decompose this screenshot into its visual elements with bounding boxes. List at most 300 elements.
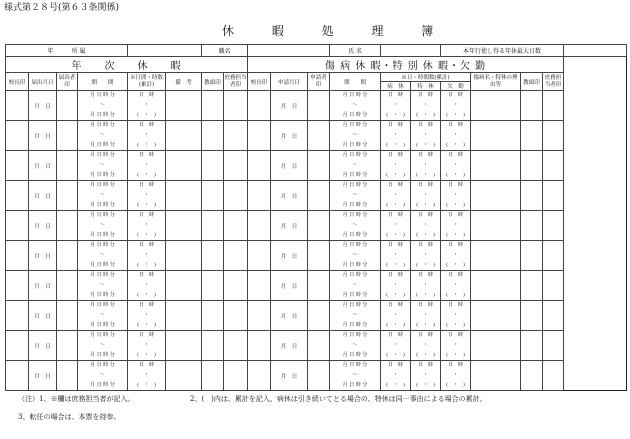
period-start: 月 日 時 分 (90, 182, 115, 188)
principal-seal-cell-right[interactable] (248, 301, 271, 331)
special-days-cell[interactable] (411, 331, 441, 361)
clerk-seal-cell-right[interactable] (543, 331, 564, 361)
apply-date-cell[interactable]: 月 日 (271, 301, 308, 331)
days-dot: ・ (144, 162, 150, 168)
col-submit-date: 届出月日 (29, 73, 57, 91)
note-3: 3、転任の場合は、本票を持参。 (18, 413, 121, 421)
header-name: 氏 名 (330, 45, 381, 57)
applicant-seal-cell[interactable] (308, 301, 330, 331)
days-dot: ・ (144, 372, 150, 378)
vp-seal-cell-right[interactable] (521, 361, 543, 391)
remarks-cell[interactable] (166, 331, 202, 361)
submitter-seal-cell[interactable] (57, 151, 78, 181)
days-dot: ・ (423, 222, 429, 228)
illness-reason-cell[interactable] (471, 361, 521, 391)
clerk-seal-cell-right[interactable] (543, 241, 564, 271)
period-sep: 〜 (100, 132, 106, 138)
days-hours: 日 時 (448, 212, 464, 218)
vp-seal-cell-right[interactable] (521, 91, 543, 121)
remarks-cell[interactable] (166, 241, 202, 271)
illness-reason-cell[interactable] (471, 151, 521, 181)
principal-seal-cell[interactable] (6, 91, 29, 121)
applicant-seal-cell[interactable] (308, 271, 330, 301)
period-cell[interactable] (78, 271, 128, 301)
absence-days-stack (441, 152, 470, 179)
sick-days-cell[interactable] (381, 181, 411, 211)
principal-seal-cell[interactable] (6, 361, 29, 391)
illness-reason-cell[interactable] (471, 271, 521, 301)
applicant-seal-cell[interactable] (308, 241, 330, 271)
clerk-seal-cell-right[interactable] (543, 301, 564, 331)
clerk-seal-cell[interactable] (224, 151, 248, 181)
period-cell-right[interactable] (330, 181, 381, 211)
days-hours-cell[interactable] (128, 211, 166, 241)
header-job-title: 職名 (202, 45, 248, 57)
principal-seal-cell-right[interactable] (248, 331, 271, 361)
header-job-title-value (248, 45, 330, 57)
submitter-seal-cell[interactable] (57, 181, 78, 211)
days-cumulative: ( ・ ) (416, 232, 435, 238)
apply-date-cell[interactable]: 月 日 (271, 211, 308, 241)
absence-days-cell[interactable] (441, 361, 471, 391)
period-end: 月 日 時 分 (342, 262, 368, 268)
vp-seal-cell-right[interactable] (521, 241, 543, 271)
days-cumulative: ( ・ ) (137, 172, 156, 178)
days-cumulative: ( ・ ) (446, 112, 465, 118)
remarks-cell[interactable] (166, 211, 202, 241)
days-dot: ・ (144, 192, 150, 198)
vp-seal-cell-right[interactable] (521, 211, 543, 241)
days-dot: ・ (144, 132, 150, 138)
submit-date-cell[interactable]: 月 日 (29, 211, 57, 241)
remarks-cell[interactable] (166, 271, 202, 301)
days-dot: ・ (423, 162, 429, 168)
sick-days-stack (381, 272, 410, 299)
days-dot: ・ (393, 162, 399, 168)
col-apply-date: 申請月日 (271, 73, 308, 91)
clerk-seal-cell[interactable] (224, 361, 248, 391)
submitter-seal-cell[interactable] (57, 211, 78, 241)
absence-days-cell[interactable] (441, 241, 471, 271)
vp-seal-cell[interactable] (202, 151, 224, 181)
days-stack (128, 332, 165, 359)
special-days-cell[interactable] (411, 361, 441, 391)
clerk-seal-cell-right[interactable] (543, 181, 564, 211)
remarks-cell[interactable] (166, 91, 202, 121)
submit-date-cell[interactable]: 月 日 (29, 181, 57, 211)
clerk-seal-cell-right[interactable] (543, 361, 564, 391)
apply-date-cell[interactable]: 月 日 (271, 271, 308, 301)
sick-days-stack (381, 92, 410, 119)
sick-days-cell[interactable] (381, 361, 411, 391)
vp-seal-cell[interactable] (202, 331, 224, 361)
days-hours-cell[interactable] (128, 301, 166, 331)
clerk-seal-cell-right[interactable] (543, 211, 564, 241)
apply-date-cell[interactable]: 月 日 (271, 361, 308, 391)
days-cumulative: ( ・ ) (386, 172, 405, 178)
illness-reason-cell[interactable] (471, 181, 521, 211)
apply-date-cell[interactable]: 月 日 (271, 181, 308, 211)
applicant-seal-cell[interactable] (308, 121, 330, 151)
clerk-seal-cell[interactable] (224, 271, 248, 301)
special-days-cell[interactable] (411, 91, 441, 121)
absence-days-cell[interactable] (441, 211, 471, 241)
submitter-seal-cell[interactable] (57, 271, 78, 301)
period-sep: 〜 (100, 162, 106, 168)
days-hours-cell[interactable] (128, 361, 166, 391)
period-start: 月 日 時 分 (342, 362, 368, 368)
vp-seal-cell[interactable] (202, 361, 224, 391)
header-carryover-value (564, 45, 627, 57)
period-sep: 〜 (352, 102, 358, 108)
principal-seal-cell-right[interactable] (248, 361, 271, 391)
days-cumulative: ( ・ ) (416, 382, 435, 388)
table-row (6, 331, 627, 361)
table-row (6, 361, 627, 391)
period-stack-right (330, 92, 380, 119)
submitter-seal-cell[interactable] (57, 331, 78, 361)
principal-seal-cell-right[interactable] (248, 241, 271, 271)
days-dot: ・ (453, 252, 459, 258)
period-cell-right[interactable] (330, 331, 381, 361)
submit-date-cell[interactable]: 月 日 (29, 241, 57, 271)
clerk-seal-cell[interactable] (224, 181, 248, 211)
vp-seal-cell[interactable] (202, 91, 224, 121)
illness-reason-cell[interactable] (471, 301, 521, 331)
days-cumulative: ( ・ ) (446, 262, 465, 268)
period-start: 月 日 時 分 (342, 212, 368, 218)
period-sep: 〜 (352, 222, 358, 228)
principal-seal-cell-right[interactable] (248, 151, 271, 181)
special-days-cell[interactable] (411, 271, 441, 301)
period-stack (78, 182, 127, 209)
vp-seal-cell[interactable] (202, 301, 224, 331)
days-cumulative: ( ・ ) (416, 142, 435, 148)
absence-days-stack (441, 122, 470, 149)
period-cell[interactable] (78, 361, 128, 391)
period-cell[interactable] (78, 331, 128, 361)
days-hours: 日 時 (448, 182, 464, 188)
applicant-seal-cell[interactable] (308, 361, 330, 391)
applicant-seal-cell[interactable] (308, 211, 330, 241)
period-start: 月 日 時 分 (90, 212, 115, 218)
illness-reason-cell[interactable] (471, 211, 521, 241)
sick-days-cell[interactable] (381, 121, 411, 151)
days-dot: ・ (393, 132, 399, 138)
period-stack-right (330, 122, 380, 149)
period-cell[interactable] (78, 91, 128, 121)
apply-date-cell[interactable]: 月 日 (271, 121, 308, 151)
period-stack (78, 362, 127, 389)
period-cell[interactable] (78, 301, 128, 331)
days-stack (128, 122, 165, 149)
col-remarks: 備 考 (166, 73, 202, 91)
days-hours: 日 時 (139, 92, 155, 98)
table-row (6, 151, 627, 181)
days-dot: ・ (423, 312, 429, 318)
period-end: 月 日 時 分 (342, 142, 368, 148)
table-row (6, 241, 627, 271)
special-days-stack (411, 182, 440, 209)
remarks-cell[interactable] (166, 301, 202, 331)
days-hours: 日 時 (388, 212, 404, 218)
vp-seal-cell-right[interactable] (521, 271, 543, 301)
applicant-seal-cell[interactable] (308, 181, 330, 211)
submit-date-cell[interactable]: 月 日 (29, 151, 57, 181)
vp-seal-cell[interactable] (202, 271, 224, 301)
sick-days-cell[interactable] (381, 211, 411, 241)
days-hours-cell[interactable] (128, 91, 166, 121)
sick-days-cell[interactable] (381, 301, 411, 331)
vp-seal-cell-right[interactable] (521, 181, 543, 211)
vp-seal-cell[interactable] (202, 241, 224, 271)
sick-days-stack (381, 242, 410, 269)
apply-date-cell[interactable]: 月 日 (271, 241, 308, 271)
days-hours: 日 時 (418, 152, 434, 158)
vp-seal-cell-right[interactable] (521, 121, 543, 151)
period-cell-right[interactable] (330, 361, 381, 391)
clerk-seal-cell-right[interactable] (543, 121, 564, 151)
table-row (6, 301, 627, 331)
period-stack-right (330, 272, 380, 299)
period-end: 月 日 時 分 (342, 322, 368, 328)
section-sick-special-leave: 傷 病 休 暇・特 別 休 暇・欠 勤 (248, 57, 564, 73)
days-dot: ・ (144, 282, 150, 288)
principal-seal-cell[interactable] (6, 331, 29, 361)
header-carryover: 本年行使し得る年休最大日数 (441, 45, 564, 57)
clerk-seal-cell-right[interactable] (543, 91, 564, 121)
submitter-seal-cell[interactable] (57, 241, 78, 271)
days-hours: 日 時 (448, 362, 464, 368)
days-cumulative: ( ・ ) (416, 172, 435, 178)
period-cell[interactable] (78, 181, 128, 211)
header-affiliation-value (128, 45, 202, 57)
principal-seal-cell-right[interactable] (248, 211, 271, 241)
period-cell-right[interactable] (330, 271, 381, 301)
period-sep: 〜 (352, 342, 358, 348)
clerk-seal-cell[interactable] (224, 91, 248, 121)
sick-days-stack (381, 182, 410, 209)
sick-days-cell[interactable] (381, 151, 411, 181)
period-cell[interactable] (78, 241, 128, 271)
days-hours: 日 時 (139, 242, 155, 248)
clerk-seal-cell[interactable] (224, 241, 248, 271)
vp-seal-cell[interactable] (202, 211, 224, 241)
special-days-cell[interactable] (411, 151, 441, 181)
days-hours: 日 時 (139, 212, 155, 218)
absence-days-cell[interactable] (441, 121, 471, 151)
remarks-cell[interactable] (166, 181, 202, 211)
period-cell-right[interactable] (330, 151, 381, 181)
vp-seal-cell[interactable] (202, 181, 224, 211)
period-stack (78, 212, 127, 239)
form-number: 様式第２８号(第６３条関係) (4, 3, 120, 13)
period-cell-right[interactable] (330, 121, 381, 151)
illness-reason-cell[interactable] (471, 331, 521, 361)
apply-date-cell[interactable]: 月 日 (271, 91, 308, 121)
submitter-seal-cell[interactable] (57, 301, 78, 331)
clerk-seal-cell[interactable] (224, 331, 248, 361)
principal-seal-cell-right[interactable] (248, 271, 271, 301)
period-cell[interactable] (78, 121, 128, 151)
period-end: 月 日 時 分 (342, 352, 368, 358)
clerk-seal-cell[interactable] (224, 121, 248, 151)
period-cell-right[interactable] (330, 241, 381, 271)
clerk-seal-cell[interactable] (224, 211, 248, 241)
period-cell-right[interactable] (330, 301, 381, 331)
days-hours: 日 時 (388, 302, 404, 308)
submitter-seal-cell[interactable] (57, 121, 78, 151)
period-end: 月 日 時 分 (90, 142, 115, 148)
days-hours: 日 時 (418, 242, 434, 248)
submit-date-cell[interactable]: 月 日 (29, 271, 57, 301)
clerk-seal-cell-right[interactable] (543, 151, 564, 181)
period-start: 月 日 時 分 (90, 242, 115, 248)
period-start: 月 日 時 分 (342, 272, 368, 278)
col-special: 特 休 (411, 82, 441, 91)
illness-reason-cell[interactable] (471, 241, 521, 271)
days-hours-cell[interactable] (128, 331, 166, 361)
days-cumulative: ( ・ ) (386, 352, 405, 358)
principal-seal-cell[interactable] (6, 301, 29, 331)
absence-days-cell[interactable] (441, 151, 471, 181)
days-cumulative: ( ・ ) (137, 322, 156, 328)
days-hours: 日 時 (448, 332, 464, 338)
period-stack (78, 92, 127, 119)
days-hours-cell[interactable] (128, 151, 166, 181)
absence-days-stack (441, 182, 470, 209)
note-2: 2、( )内は、累計を記入、病休は引き続いてとる場合の、特休は同一事由による場合の累計。 (190, 395, 487, 403)
period-start: 月 日 時 分 (90, 362, 115, 368)
submit-date-cell[interactable]: 月 日 (29, 361, 57, 391)
period-stack-right (330, 302, 380, 329)
period-end: 月 日 時 分 (342, 232, 368, 238)
absence-days-stack (441, 242, 470, 269)
sick-days-cell[interactable] (381, 331, 411, 361)
sick-days-cell[interactable] (381, 241, 411, 271)
special-days-cell[interactable] (411, 181, 441, 211)
period-cell-right[interactable] (330, 91, 381, 121)
special-days-stack (411, 92, 440, 119)
special-days-cell[interactable] (411, 301, 441, 331)
special-days-cell[interactable] (411, 211, 441, 241)
days-hours: 日 時 (418, 122, 434, 128)
illness-reason-cell[interactable] (471, 121, 521, 151)
apply-date-cell[interactable]: 月 日 (271, 331, 308, 361)
principal-seal-cell[interactable] (6, 121, 29, 151)
clerk-seal-cell-right[interactable] (543, 271, 564, 301)
principal-seal-cell-right[interactable] (248, 181, 271, 211)
days-hours-cell[interactable] (128, 271, 166, 301)
principal-seal-cell[interactable] (6, 241, 29, 271)
absence-days-cell[interactable] (441, 91, 471, 121)
sick-days-cell[interactable] (381, 91, 411, 121)
period-stack-right (330, 332, 380, 359)
days-stack (128, 242, 165, 269)
period-cell-right[interactable] (330, 211, 381, 241)
special-days-cell[interactable] (411, 121, 441, 151)
submitter-seal-cell[interactable] (57, 361, 78, 391)
days-hours: 日 時 (448, 272, 464, 278)
absence-days-cell[interactable] (441, 331, 471, 361)
absence-days-stack (441, 212, 470, 239)
absence-days-cell[interactable] (441, 181, 471, 211)
apply-date-cell[interactable]: 月 日 (271, 151, 308, 181)
applicant-seal-cell[interactable] (308, 91, 330, 121)
days-stack (128, 302, 165, 329)
vp-seal-cell-right[interactable] (521, 151, 543, 181)
submit-date-cell[interactable]: 月 日 (29, 91, 57, 121)
days-cumulative: ( ・ ) (386, 232, 405, 238)
vp-seal-cell-right[interactable] (521, 331, 543, 361)
period-stack (78, 242, 127, 269)
principal-seal-cell-right[interactable] (248, 121, 271, 151)
days-hours: 日 時 (388, 152, 404, 158)
period-cell[interactable] (78, 151, 128, 181)
days-dot: ・ (453, 192, 459, 198)
submit-date-cell[interactable]: 月 日 (29, 121, 57, 151)
days-dot: ・ (423, 342, 429, 348)
col-principal-seal-right: 校長印 (248, 73, 271, 91)
applicant-seal-cell[interactable] (308, 331, 330, 361)
days-stack (128, 152, 165, 179)
days-cumulative: ( ・ ) (416, 352, 435, 358)
period-end: 月 日 時 分 (90, 322, 115, 328)
period-sep: 〜 (352, 372, 358, 378)
days-dot: ・ (453, 222, 459, 228)
clerk-seal-cell[interactable] (224, 301, 248, 331)
days-hours-cell[interactable] (128, 121, 166, 151)
remarks-cell[interactable] (166, 151, 202, 181)
submitter-seal-cell[interactable] (57, 91, 78, 121)
principal-seal-cell[interactable] (6, 211, 29, 241)
days-hours-cell[interactable] (128, 241, 166, 271)
submit-date-cell[interactable]: 月 日 (29, 331, 57, 361)
days-dot: ・ (393, 192, 399, 198)
principal-seal-cell[interactable] (6, 151, 29, 181)
days-hours: 日 時 (418, 362, 434, 368)
days-cumulative: ( ・ ) (386, 202, 405, 208)
period-cell[interactable] (78, 211, 128, 241)
days-dot: ・ (423, 192, 429, 198)
principal-seal-cell[interactable] (6, 181, 29, 211)
period-sep: 〜 (100, 222, 106, 228)
submit-date-cell[interactable]: 月 日 (29, 301, 57, 331)
days-cumulative: ( ・ ) (446, 142, 465, 148)
absence-days-cell[interactable] (441, 271, 471, 301)
sick-days-cell[interactable] (381, 271, 411, 301)
period-end: 月 日 時 分 (342, 172, 368, 178)
absence-days-cell[interactable] (441, 301, 471, 331)
period-start: 月 日 時 分 (342, 302, 368, 308)
principal-seal-cell[interactable] (6, 271, 29, 301)
principal-seal-cell-right[interactable] (248, 91, 271, 121)
absence-days-stack (441, 302, 470, 329)
special-days-cell[interactable] (411, 241, 441, 271)
period-end: 月 日 時 分 (90, 172, 115, 178)
col-clerk-seal-right: 庶務担当者印 (543, 73, 564, 91)
days-hours-cell[interactable] (128, 181, 166, 211)
days-hours: 日 時 (388, 272, 404, 278)
vp-seal-cell[interactable] (202, 121, 224, 151)
remarks-cell[interactable] (166, 121, 202, 151)
leave-record-table (5, 44, 627, 391)
days-dot: ・ (144, 312, 150, 318)
vp-seal-cell-right[interactable] (521, 301, 543, 331)
applicant-seal-cell[interactable] (308, 151, 330, 181)
illness-reason-cell[interactable] (471, 91, 521, 121)
remarks-cell[interactable] (166, 361, 202, 391)
